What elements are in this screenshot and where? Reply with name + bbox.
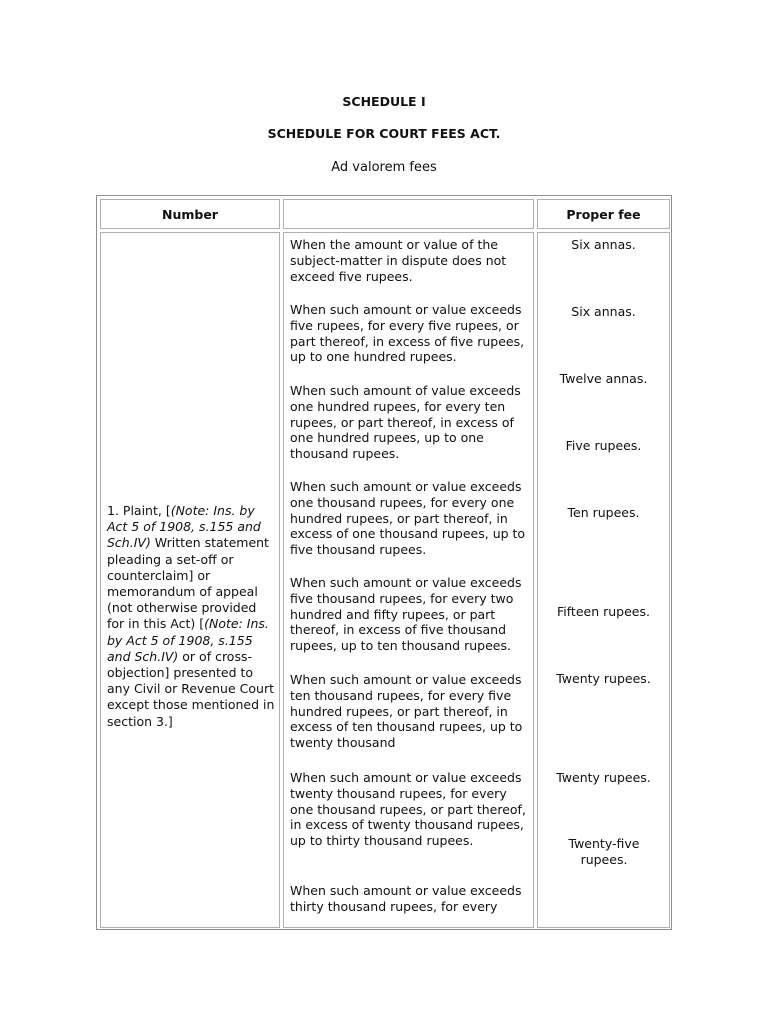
subtitle: Ad valorem fees xyxy=(331,160,437,175)
number-cell xyxy=(100,232,280,928)
condition-1: When the amount or value of the subject-matter in dispute does not exceed five rupees. xyxy=(290,237,507,284)
plaint-note-2: (Note: Ins. by Act 5 of 1908, s.155 and Sch.IV) xyxy=(107,616,269,664)
column-header-number: Number xyxy=(162,207,218,222)
fee-2: Six annas. xyxy=(571,304,636,319)
plaint-text-3: or of cross-objection] presented to any Civil or Revenue Court except those mentioned in section 3.] xyxy=(107,648,275,729)
fee-8: Twenty rupees. xyxy=(556,770,651,785)
condition-4: When such amount or value exceeds one thousand rupees, for every one hundred rupees, or part thereof, in excess of one thousand rupees, up to five thousand rupees. xyxy=(290,479,526,558)
fee-1: Six annas. xyxy=(571,237,636,252)
conditions-cell xyxy=(283,232,534,928)
condition-6: When such amount or value exceeds ten thousand rupees, for every five hundred rupees, or part thereof, in excess of ten thousand rupees, up to twenty thousand xyxy=(290,672,523,751)
plaint-note-1: (Note: Ins. by Act 5 of 1908, s.155 and Sch.IV) xyxy=(107,503,261,551)
condition-3: When such amount of value exceeds one hundred rupees, for every ten rupees, or part thereof, in excess of one hundred rupees, up to one thousand rupees. xyxy=(290,383,521,462)
column-header-proper-fee: Proper fee xyxy=(566,207,641,222)
fee-4: Five rupees. xyxy=(565,438,642,453)
schedule-title: SCHEDULE I xyxy=(342,94,426,109)
condition-2: When such amount or value exceeds five rupees, for every five rupees, or part thereof, in excess of five rupees, up to one hundred rupees. xyxy=(290,302,525,365)
fees-table xyxy=(96,195,672,930)
fee-7: Twenty rupees. xyxy=(556,671,651,686)
plaint-text-1: 1. Plaint, [ xyxy=(107,503,171,518)
fees-cell xyxy=(537,232,670,928)
plaint-text-2: Written statement pleading a set-off or counterclaim] or memorandum of appeal (not otherwise provided for in this Act) [ xyxy=(107,535,269,632)
fee-6: Fifteen rupees. xyxy=(557,604,650,619)
fee-3: Twelve annas. xyxy=(559,371,648,386)
plaint-description xyxy=(107,503,277,730)
condition-5: When such amount or value exceeds five thousand rupees, for every two hundred and fifty rupees, or part thereof, in excess of five thousand rupees, up to ten thousand rupees. xyxy=(290,575,522,654)
act-title: SCHEDULE FOR COURT FEES ACT. xyxy=(267,126,501,141)
header-cell-number xyxy=(100,199,280,229)
fee-5: Ten rupees. xyxy=(567,505,640,520)
header-cell-proper-fee xyxy=(537,199,670,229)
condition-8: When such amount or value exceeds thirty thousand rupees, for every xyxy=(290,883,522,914)
fee-9: Twenty-five rupees. xyxy=(568,836,640,867)
header-cell-description xyxy=(283,199,534,229)
condition-7: When such amount or value exceeds twenty thousand rupees, for every one thousand rupees, or part thereof, in excess of twenty thousand rupees, up to thirty thousand rupees. xyxy=(290,770,526,849)
